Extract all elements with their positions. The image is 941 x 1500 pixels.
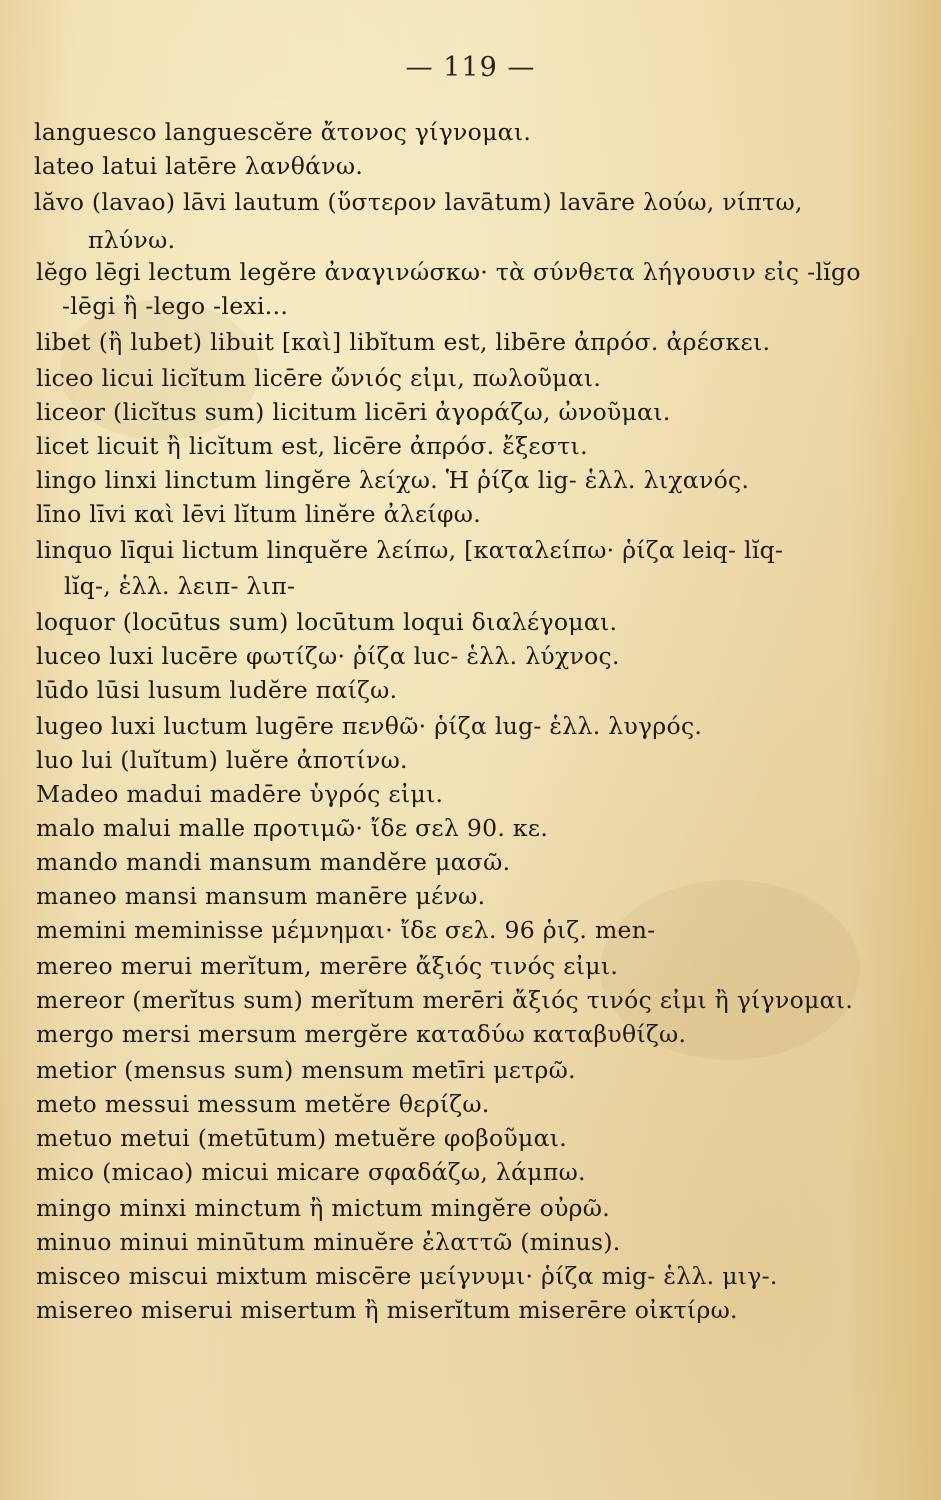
entry-line: Madeo madui madēre ὑγρός εἰμι.	[36, 780, 444, 808]
entry-line: lingo linxi linctum lingĕre λείχω. Ἡ ῥίζα lig- ἑλλ. λιχανός.	[36, 466, 750, 494]
entry-line: lūdo lūsi lusum ludĕre παίζω.	[36, 676, 398, 704]
entry-line: memini meminisse μέμνημαι· ἴδε σελ. 96 ῥιζ. men-	[36, 916, 656, 944]
entry-line: misereo miserui misertum ἢ miserĭtum miserēre οἰκτίρω.	[36, 1296, 738, 1324]
entry-line: mingo minxi minctum ἢ mictum mingĕre οὐρῶ.	[36, 1194, 611, 1222]
entry-line: mando mandi mansum mandĕre μασῶ.	[36, 848, 511, 876]
entry-line-continuation: lĭq-, ἑλλ. λειπ- λιπ-	[64, 572, 296, 600]
entry-line: linquo līqui lictum linquĕre λείπω, [καταλείπω· ῥίζα leiq- lĭq-	[36, 536, 784, 564]
entry-line: lateo latui latēre λανθάνω.	[34, 152, 364, 180]
entry-line: liceor (licĭtus sum) licitum licēri ἀγοράζω, ὠνοῦμαι.	[36, 398, 671, 426]
entry-line: luceo luxi lucēre φωτίζω· ῥίζα luc- ἑλλ. λύχνος.	[36, 642, 620, 670]
entry-line-continuation: -lēgi ἢ -lego -lexi...	[62, 292, 289, 320]
entry-line: metior (mensus sum) mensum metīri μετρῶ.	[36, 1056, 576, 1084]
entry-line-continuation: πλύνω.	[88, 226, 176, 254]
page-number: — 119 —	[405, 52, 536, 83]
entry-line: meto messui messum metĕre θερίζω.	[36, 1090, 490, 1118]
entry-line: languesco languescĕre ἄτονος γίγνομαι.	[34, 118, 532, 146]
entry-line: lĕgo lēgi lectum legĕre ἀναγινώσκω· τὰ σύνθετα λήγουσιν εἰς -lĭgo	[36, 258, 861, 286]
entry-line: līno līvi καὶ lēvi lĭtum linĕre ἀλείφω.	[36, 500, 481, 528]
entry-line: malo malui malle προτιμῶ· ἴδε σελ 90. κε.	[36, 814, 549, 842]
entry-line: mergo mersi mersum mergĕre καταδύω καταβυθίζω.	[36, 1020, 687, 1048]
entry-line: lăvo (lavao) lāvi lautum (ὕστερον lavātum) lavāre λούω, νίπτω,	[34, 188, 803, 216]
entry-line: misceo miscui mixtum miscēre μείγνυμι· ῥίζα mig- ἑλλ. μιγ-.	[36, 1262, 778, 1290]
entry-line: mereo merui merĭtum, merēre ἄξιός τινός εἰμι.	[36, 952, 619, 980]
entry-line: licet licuit ἢ licĭtum est, licēre ἀπρόσ. ἔξεστι.	[36, 432, 588, 460]
entry-line: loquor (locūtus sum) locūtum loqui διαλέγομαι.	[36, 608, 618, 636]
entry-line: luo lui (luĭtum) luĕre ἀποτίνω.	[36, 746, 408, 774]
entry-line: metuo metui (metūtum) metuĕre φοβοῦμαι.	[36, 1124, 568, 1152]
entry-line: minuo minui minūtum minuĕre ἐλαττῶ (minus).	[36, 1228, 621, 1256]
entry-line: mereor (merĭtus sum) merĭtum merēri ἄξιός τινός εἰμι ἢ γίγνομαι.	[36, 986, 854, 1014]
entry-line: maneo mansi mansum manēre μένω.	[36, 882, 486, 910]
entry-line: lugeo luxi luctum lugēre πενθῶ· ῥίζα lug- ἑλλ. λυγρός.	[36, 712, 703, 740]
entry-line: mico (micao) micui micare σφαδάζω, λάμπω.	[36, 1158, 586, 1186]
entry-line: liceo licui licĭtum licēre ὤνιός εἰμι, πωλοῦμαι.	[36, 364, 602, 392]
entry-line: libet (ἢ lubet) libuit [καὶ] libĭtum est, libēre ἀπρόσ. ἀρέσκει.	[36, 328, 771, 356]
